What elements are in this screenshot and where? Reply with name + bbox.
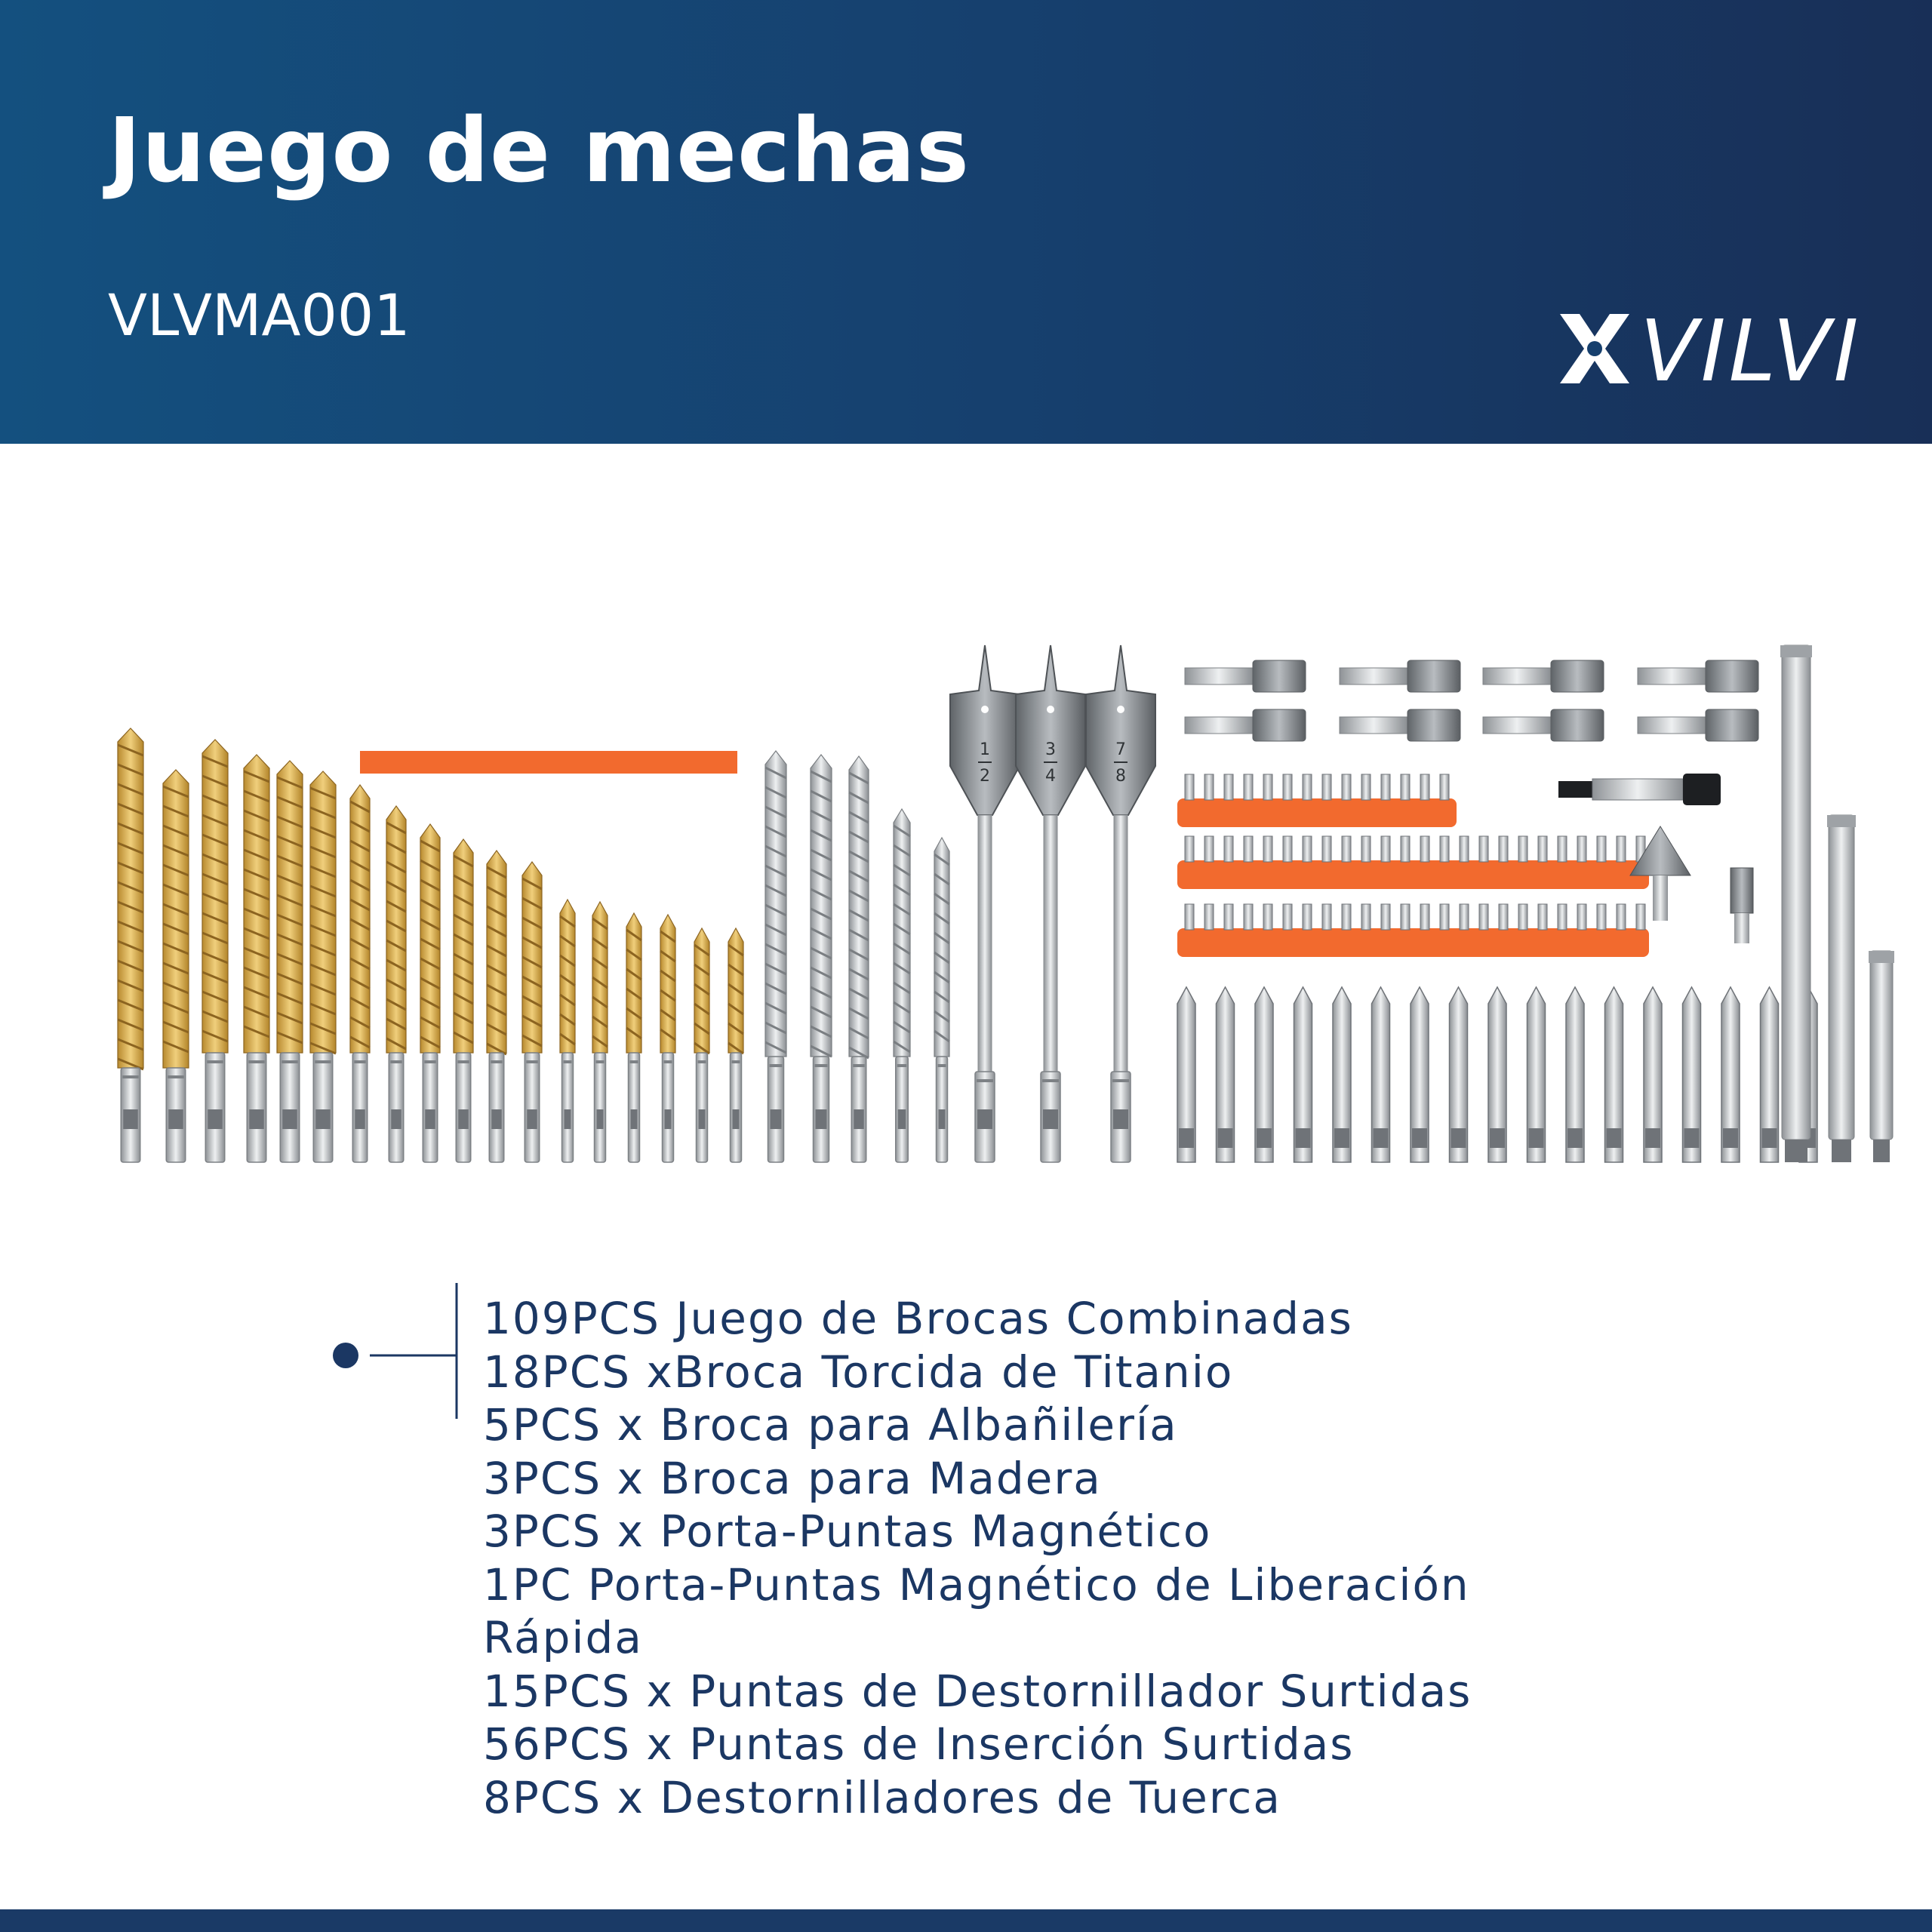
model-code: VLVMA001 bbox=[108, 281, 411, 349]
spec-line: 8PCS x Destornilladores de Tuerca bbox=[483, 1771, 1281, 1823]
spade-label-top: 1 bbox=[980, 740, 990, 759]
screwdriver-bit bbox=[1294, 987, 1312, 1162]
quick-release-holder bbox=[1558, 781, 1592, 798]
magnetic-bit-holder bbox=[1780, 645, 1812, 1162]
spade-bits bbox=[950, 645, 1155, 1162]
list-connector bbox=[325, 1283, 468, 1419]
spade-bit bbox=[1086, 645, 1155, 1162]
drill-bit bbox=[420, 824, 440, 1162]
drill-bit bbox=[626, 913, 641, 1162]
drill-bit bbox=[694, 928, 709, 1162]
nut-driver bbox=[1638, 660, 1758, 692]
header-banner bbox=[0, 0, 1932, 444]
drill-bit bbox=[660, 915, 675, 1162]
titanium-twist-bits bbox=[118, 728, 743, 1162]
drill-bit bbox=[560, 900, 575, 1162]
drill-bit bbox=[163, 770, 189, 1162]
insert-bits bbox=[1177, 774, 1649, 957]
nut-driver bbox=[1483, 660, 1604, 692]
spade-label-bottom: 2 bbox=[980, 767, 990, 786]
spec-line: 109PCS Juego de Brocas Combinadas bbox=[483, 1293, 1353, 1344]
orange-marker-bar bbox=[360, 751, 737, 774]
screwdriver-bit bbox=[1721, 987, 1740, 1162]
spec-line: 1PC Porta-Puntas Magnético de Liberación bbox=[483, 1558, 1470, 1611]
drill-bit bbox=[592, 902, 608, 1162]
screwdriver-bit bbox=[1761, 987, 1779, 1162]
magnetic-bit-holder bbox=[1827, 815, 1856, 1162]
screwdriver-bit bbox=[1566, 987, 1584, 1162]
screwdriver-bit bbox=[1372, 987, 1390, 1162]
drill-bit bbox=[728, 928, 743, 1162]
bullet-dot-icon bbox=[333, 1343, 358, 1368]
drill-bit bbox=[454, 839, 473, 1162]
spec-line: 15PCS x Puntas de Destornillador Surtidas bbox=[483, 1665, 1472, 1717]
spade-label-top: 3 bbox=[1045, 740, 1056, 759]
spec-line: 56PCS x Puntas de Inserción Surtidas bbox=[483, 1718, 1355, 1770]
brand-logo bbox=[1551, 303, 1883, 401]
screwdriver-bit bbox=[1527, 987, 1546, 1162]
drill-bit bbox=[350, 785, 370, 1162]
spade-bit bbox=[1016, 645, 1085, 1162]
insert-bit-rack bbox=[1177, 836, 1649, 889]
screwdriver-bit bbox=[1488, 987, 1506, 1162]
drill-bit bbox=[244, 755, 269, 1162]
drill-bit bbox=[310, 771, 336, 1162]
screwdriver-bit bbox=[1644, 987, 1662, 1162]
spec-line: Rápida bbox=[483, 1612, 643, 1663]
spec-line: 3PCS x Porta-Puntas Magnético bbox=[483, 1506, 1212, 1557]
drill-bit bbox=[118, 728, 143, 1162]
drill-bit bbox=[894, 809, 910, 1162]
screwdriver-bit bbox=[1333, 987, 1351, 1162]
drill-bit bbox=[765, 751, 786, 1162]
screwdriver-bit bbox=[1177, 987, 1195, 1162]
insert-bit-rack bbox=[1177, 904, 1649, 957]
screwdriver-bit bbox=[1605, 987, 1623, 1162]
drill-bit bbox=[934, 838, 949, 1162]
nut-driver bbox=[1185, 709, 1306, 741]
nut-drivers bbox=[1185, 660, 1758, 741]
magnetic-bit-holder bbox=[1869, 951, 1894, 1162]
drill-bit bbox=[277, 761, 303, 1162]
spec-line: 3PCS x Broca para Madera bbox=[483, 1452, 1102, 1504]
spec-line: 5PCS x Broca para Albañilería bbox=[483, 1399, 1178, 1451]
nut-driver bbox=[1638, 709, 1758, 741]
page-title: Juego de mechas bbox=[108, 98, 970, 202]
nut-driver bbox=[1340, 660, 1460, 692]
drill-bit-set-image bbox=[98, 634, 1909, 1177]
spade-label-bottom: 4 bbox=[1045, 767, 1056, 786]
nut-driver bbox=[1340, 709, 1460, 741]
nut-driver bbox=[1483, 709, 1604, 741]
screwdriver-bits bbox=[1177, 987, 1817, 1162]
drill-bit bbox=[811, 755, 832, 1162]
socket-adapter bbox=[1730, 868, 1753, 913]
drill-bit bbox=[522, 862, 542, 1162]
screwdriver-bit bbox=[1255, 987, 1273, 1162]
drill-bit bbox=[386, 806, 406, 1162]
insert-bit-rack bbox=[1177, 774, 1457, 827]
screwdriver-bit bbox=[1217, 987, 1235, 1162]
drill-bit bbox=[849, 756, 869, 1162]
masonry-bits bbox=[765, 751, 949, 1162]
screwdriver-bit bbox=[1411, 987, 1429, 1162]
brand-name: VILVI bbox=[1640, 303, 1862, 401]
product-image bbox=[98, 634, 1909, 1177]
spade-label-bottom: 8 bbox=[1115, 767, 1126, 786]
nut-driver bbox=[1185, 660, 1306, 692]
bottom-band bbox=[0, 1909, 1932, 1932]
spade-bit bbox=[950, 645, 1020, 1162]
screwdriver-bit bbox=[1450, 987, 1468, 1162]
drill-bit bbox=[487, 851, 506, 1162]
screwdriver-bit bbox=[1683, 987, 1701, 1162]
drill-bit bbox=[202, 740, 228, 1162]
spec-list bbox=[483, 1292, 1472, 1824]
spade-label-top: 7 bbox=[1115, 740, 1126, 759]
vilvi-x-icon bbox=[1551, 309, 1634, 396]
spec-line: 18PCS xBroca Torcida de Titanio bbox=[483, 1346, 1234, 1398]
